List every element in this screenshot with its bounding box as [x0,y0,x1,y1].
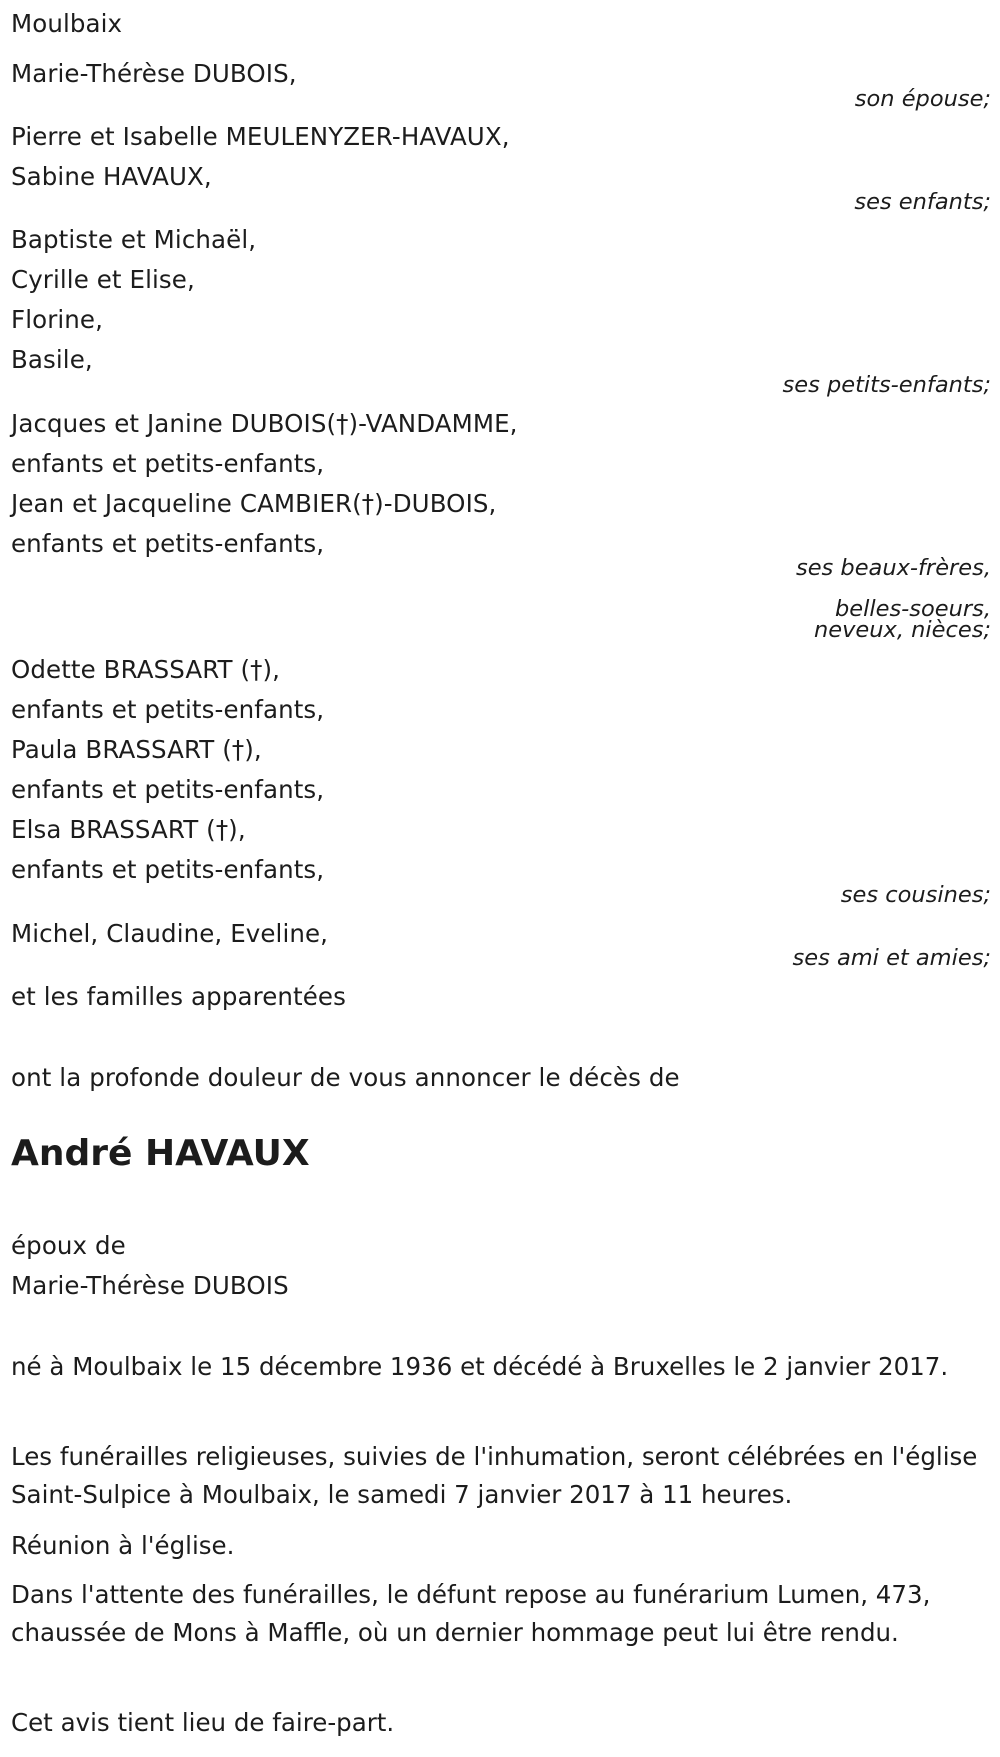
cousins-relation: ses cousines; [840,882,991,908]
funerarium-paragraph: Dans l'attente des funérailles, le défunt repose au funérarium Lumen, 473, chaussée de Mons à Maffle, où un dernier hommage peut lui être rendu. [11,1580,931,1647]
cousin-descendants: enfants et petits-enfants, [11,855,325,884]
child-name: Pierre et Isabelle MEULENYZER-HAVAUX, [11,122,510,151]
inlaws-relation-1: ses beaux-frères, [795,555,991,581]
closing-paragraph: Cet avis tient lieu de faire-part. [11,1708,395,1737]
inlaw-descendants: enfants et petits-enfants, [11,449,325,478]
friends-names: Michel, Claudine, Eveline, [11,919,329,948]
grandchildren-relation: ses petits-enfants; [782,372,991,398]
announcement-text: ont la profonde douleur de vous annoncer le décès de [11,1063,680,1092]
child-name: Sabine HAVAUX, [11,162,212,191]
spouse-of-label: époux de [11,1231,126,1260]
inlaw-name: Jean et Jacqueline CAMBIER(†)-DUBOIS, [11,489,497,518]
spouse-relation: son épouse; [854,86,991,112]
birth-death-paragraph: né à Moulbaix le 15 décembre 1936 et décédé à Bruxelles le 2 janvier 2017. [11,1352,949,1381]
place-name: Moulbaix [11,9,123,38]
grandchild-name: Cyrille et Elise, [11,265,195,294]
deceased-name: André HAVAUX [11,1133,310,1174]
cousin-descendants: enfants et petits-enfants, [11,695,325,724]
spouse-of-name: Marie-Thérèse DUBOIS [11,1271,289,1300]
cousin-name: Elsa BRASSART (†), [11,815,246,844]
inlaw-descendants: enfants et petits-enfants, [11,529,325,558]
cousin-descendants: enfants et petits-enfants, [11,775,325,804]
friends-relation: ses ami et amies; [792,945,991,971]
meeting-paragraph: Réunion à l'église. [11,1531,235,1560]
grandchild-name: Florine, [11,305,103,334]
grandchild-name: Basile, [11,345,93,374]
funeral-paragraph: Les funérailles religieuses, suivies de l'inhumation, seront célébrées en l'église Saint-Sulpice à Moulbaix, le samedi 7 janvier 2017 à 11 heures. [11,1442,978,1509]
spouse-name: Marie-Thérèse DUBOIS, [11,59,297,88]
children-relation: ses enfants; [854,189,991,215]
inlaws-relation-3: neveux, nièces; [813,617,991,643]
inlaws-relation-2: belles-soeurs, [834,596,991,622]
cousin-name: Paula BRASSART (†), [11,735,262,764]
related-families: et les familles apparentées [11,982,346,1011]
inlaw-name: Jacques et Janine DUBOIS(†)-VANDAMME, [11,409,518,438]
cousin-name: Odette BRASSART (†), [11,655,281,684]
grandchild-name: Baptiste et Michaël, [11,225,257,254]
